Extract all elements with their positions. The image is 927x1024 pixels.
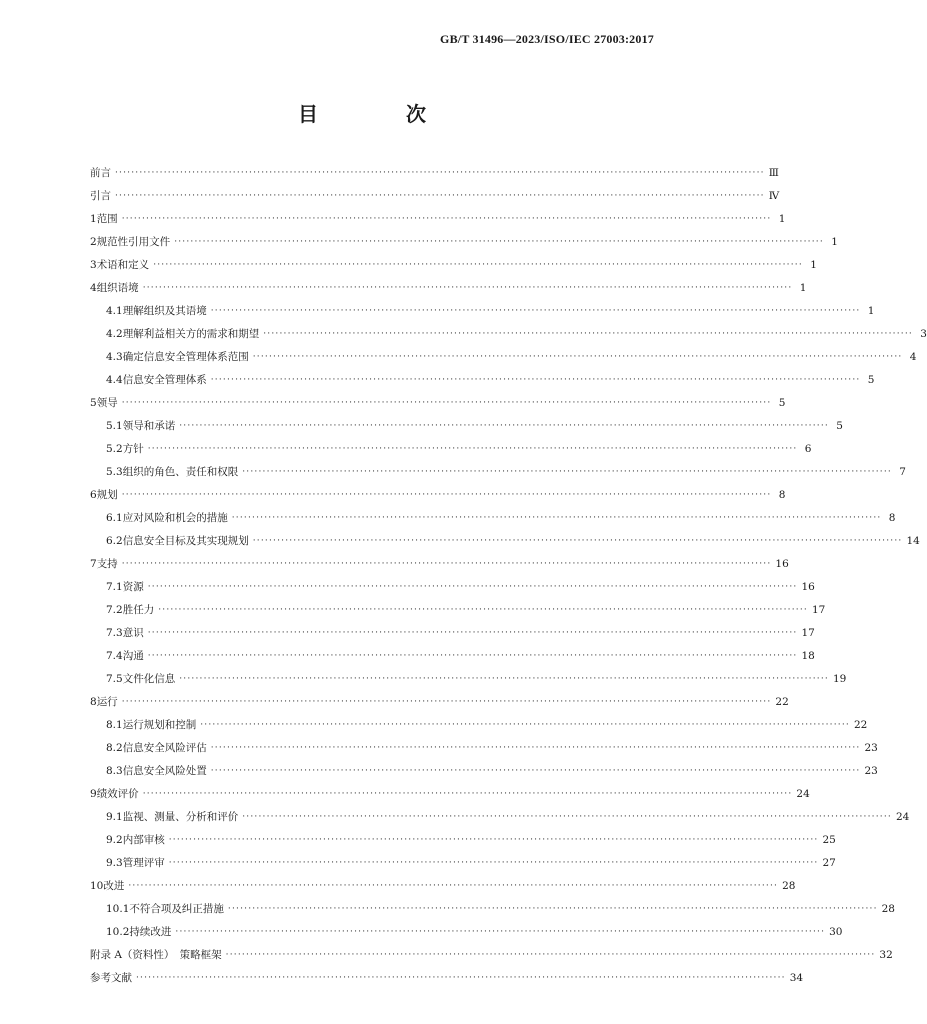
toc-entry[interactable] (90, 916, 843, 939)
toc-entry-title: 持续改进 (129, 926, 172, 938)
toc-entry-page: 7 (899, 466, 906, 478)
toc-leader-dots: ································································································································································ (121, 490, 772, 500)
toc-entry[interactable] (90, 479, 786, 502)
toc-entry-page: 24 (796, 788, 810, 800)
toc-entry-title: 绩效评价 (96, 788, 139, 800)
toc-entry-title: 组织的角色、责任和权限 (122, 466, 239, 478)
toc-entry[interactable] (90, 594, 826, 617)
toc-entry[interactable] (90, 433, 812, 456)
toc-entry[interactable] (90, 617, 815, 640)
toc-entry-page: 30 (829, 926, 843, 938)
toc-leader-dots: ································································································································································ (210, 766, 861, 776)
toc-entry-number: 7.3 (106, 627, 123, 639)
toc-entry-title: 监视、测量、分析和评价 (122, 811, 239, 823)
toc-entry-page: 22 (775, 696, 789, 708)
toc-entry-number: 4 (90, 282, 97, 294)
toc-entry-number: 8 (90, 696, 97, 708)
toc-entry-page: 19 (832, 673, 847, 685)
toc-entry-title: 范围 (96, 213, 118, 225)
toc-entry-number: 7.5 (106, 673, 123, 685)
toc-entry[interactable] (90, 571, 815, 594)
toc-entry-page: 8 (888, 512, 896, 524)
toc-entry-title: 方针 (122, 443, 144, 455)
toc-entry-title: 术语和定义 (96, 259, 150, 271)
toc-leader-dots: ································································································································································ (200, 720, 850, 730)
toc-entry-title: 不符合项及纠正措施 (129, 903, 224, 915)
toc-entry-number: 9 (90, 788, 97, 800)
toc-entry-number: 4.3 (106, 351, 123, 363)
toc-entry-title: 沟通 (122, 650, 144, 662)
toc-entry[interactable] (90, 847, 836, 870)
toc-entry-number: 5 (90, 397, 97, 409)
toc-leader-dots: ································································································································································ (231, 513, 882, 523)
toc-leader-dots: ································································································································································ (242, 467, 892, 477)
toc-leader-dots: ································································································································································ (227, 904, 878, 914)
toc-entry-number: 2 (90, 236, 97, 248)
toc-entry[interactable] (90, 824, 836, 847)
toc-entry[interactable] (90, 732, 878, 755)
toc-entry-title: 参考文献 (90, 972, 132, 984)
toc-entry-title: 引言 (90, 190, 111, 202)
toc-leader-dots: ································································································································································ (147, 444, 798, 454)
toc-entry-page: 1 (831, 236, 838, 248)
toc-entry[interactable] (90, 755, 878, 778)
toc-entry-title: 运行规划和控制 (122, 719, 197, 731)
toc-entry-page: 16 (801, 581, 815, 593)
toc-entry[interactable] (90, 709, 868, 732)
toc-entry-page: 32 (879, 949, 893, 961)
toc-entry-title: 内部审核 (122, 834, 165, 846)
toc-entry-page: 5 (836, 420, 843, 432)
toc-entry-number: 10.1 (106, 903, 130, 915)
toc-leader-dots: ································································································································································ (210, 306, 861, 316)
toc-leader-dots: ································································································································································ (225, 950, 876, 960)
toc-entry-number: 3 (90, 259, 97, 271)
toc-entry-page: 5 (778, 397, 786, 409)
toc-entry-page: 23 (864, 742, 878, 754)
toc-leader-dots: ································································································································································ (168, 858, 819, 868)
toc-leader-dots: ································································································································································ (147, 651, 798, 661)
toc-entry-number: 8.2 (106, 742, 123, 754)
toc-leader-dots: ································································································································································ (121, 214, 772, 224)
toc-entry-number: 9.1 (106, 811, 123, 823)
toc-entry-number: 5.2 (106, 443, 123, 455)
toc-entry-page: 27 (822, 857, 836, 869)
toc-entry-number: 1 (90, 213, 97, 225)
toc-entry[interactable] (90, 962, 804, 985)
toc-entry-page: 16 (775, 558, 789, 570)
toc-leader-dots: ································································································································································ (128, 881, 779, 891)
toc-entry[interactable] (90, 686, 789, 709)
toc-leader-dots: ································································································································································ (142, 789, 793, 799)
toc-entry[interactable] (90, 387, 786, 410)
toc-entry-number: 8.3 (106, 765, 123, 777)
toc-leader-dots: ································································································································································ (210, 375, 861, 385)
toc-entry-title: 组织语境 (96, 282, 139, 294)
toc-leader-dots: ································································································································································ (147, 628, 798, 638)
toc-entry-number: 10.2 (106, 926, 130, 938)
toc-entry[interactable] (90, 272, 807, 295)
toc-leader-dots: ································································································································································ (158, 605, 808, 615)
toc-entry-title: 资源 (122, 581, 144, 593)
toc-leader-dots: ································································································································································ (136, 973, 786, 983)
toc-leader-dots: ································································································································································ (175, 927, 826, 937)
toc-entry-number: 4.1 (106, 305, 123, 317)
toc-entry-page: 34 (789, 972, 804, 984)
toc-entry-title: 领导和承诺 (122, 420, 176, 432)
toc-entry-page: 6 (804, 443, 812, 455)
toc-leader-dots: ································································································································································ (121, 697, 772, 707)
toc-entry[interactable] (90, 203, 786, 226)
toc-entry-number: 6.2 (106, 535, 123, 547)
toc-entry-number: 9.2 (106, 834, 123, 846)
toc-entry[interactable] (90, 295, 875, 318)
toc-leader-dots: ································································································································································ (121, 398, 772, 408)
toc-leader-dots: ································································································································································ (179, 421, 829, 431)
toc-entry-page: 18 (801, 650, 815, 662)
toc-entry-title: 文件化信息 (122, 673, 176, 685)
toc-entry-number: 9.3 (106, 857, 123, 869)
toc-entry-title: 领导 (96, 397, 118, 409)
toc-leader-dots: ································································································································································ (252, 352, 903, 362)
toc-entry-page: 17 (801, 627, 815, 639)
toc-entry-page: 28 (782, 880, 796, 892)
toc-leader-dots: ································································································································································ (242, 812, 892, 822)
toc-entry-title: 理解组织及其语境 (122, 305, 207, 317)
table-of-contents (90, 157, 927, 985)
toc-entry-title: 理解利益相关方的需求和期望 (122, 328, 260, 340)
toc-entry[interactable] (90, 663, 847, 686)
toc-entry-number: 7.4 (106, 650, 123, 662)
toc-entry-title: 信息安全管理体系 (122, 374, 207, 386)
toc-entry-number: 7.1 (106, 581, 123, 593)
toc-leader-dots: ································································································································································ (153, 260, 803, 270)
toc-entry[interactable] (90, 525, 920, 548)
toc-entry-title: 意识 (122, 627, 144, 639)
toc-entry[interactable] (90, 778, 810, 801)
toc-entry[interactable] (90, 893, 895, 916)
toc-leader-dots: ································································································································································ (174, 237, 824, 247)
toc-entry-title: 规划 (96, 489, 118, 501)
toc-entry-page: 28 (881, 903, 895, 915)
toc-entry-title: 前言 (90, 167, 111, 179)
toc-leader-dots: ································································································································································ (115, 168, 765, 178)
toc-leader-dots: ································································································································································ (252, 536, 903, 546)
toc-entry-title: 确定信息安全管理体系范围 (122, 351, 249, 363)
toc-entry[interactable] (90, 180, 780, 203)
toc-entry[interactable] (90, 410, 843, 433)
toc-entry-title: 信息安全风险评估 (122, 742, 207, 754)
toc-entry-page: Ⅲ (768, 167, 779, 179)
toc-entry-title: 信息安全目标及其实现规划 (122, 535, 249, 547)
toc-entry[interactable] (90, 640, 815, 663)
toc-leader-dots: ································································································································································ (142, 283, 793, 293)
toc-entry-number: 7 (90, 558, 97, 570)
toc-entry-page: 14 (906, 535, 920, 547)
toc-entry-title: 运行 (96, 696, 118, 708)
toc-leader-dots: ································································································································································ (168, 835, 819, 845)
toc-entry[interactable] (90, 548, 789, 571)
toc-entry-page: 24 (895, 811, 910, 823)
toc-entry[interactable] (90, 870, 796, 893)
toc-entry-number: 8.1 (106, 719, 123, 731)
toc-entry[interactable] (90, 939, 893, 962)
page-title: 目 次 (298, 102, 460, 126)
toc-entry-page: 22 (853, 719, 868, 731)
toc-entry-title: 管理评审 (122, 857, 165, 869)
toc-entry[interactable] (90, 341, 917, 364)
toc-leader-dots: ································································································································································ (210, 743, 861, 753)
toc-entry[interactable] (90, 364, 875, 387)
toc-entry-title: 改进 (103, 880, 125, 892)
toc-entry-number: 4.2 (106, 328, 123, 340)
standard-id: GB/T 31496—2023/ISO/IEC 27003:2017 (440, 32, 654, 46)
toc-entry-number: 5.1 (106, 420, 123, 432)
toc-entry-page: 1 (799, 282, 807, 294)
toc-entry-page: 4 (909, 351, 917, 363)
toc-leader-dots: ································································································································································ (115, 191, 765, 201)
toc-entry-title: 胜任力 (122, 604, 155, 616)
toc-entry-page: 8 (778, 489, 786, 501)
toc-entry-page: 25 (822, 834, 836, 846)
toc-entry-title: 附录 A（资料性） 策略框架 (90, 949, 222, 961)
toc-entry-title: 规范性引用文件 (96, 236, 171, 248)
toc-entry[interactable] (90, 801, 910, 824)
toc-entry-number: 4.4 (106, 374, 123, 386)
toc-entry-number: 6.1 (106, 512, 123, 524)
toc-entry[interactable] (90, 157, 779, 180)
toc-entry-page: 1 (867, 305, 875, 317)
toc-entry[interactable] (90, 502, 896, 525)
toc-entry-number: 5.3 (106, 466, 123, 478)
toc-entry-page: 23 (864, 765, 878, 777)
toc-entry-page: 3 (920, 328, 927, 340)
toc-leader-dots: ································································································································································ (147, 582, 798, 592)
toc-entry[interactable] (90, 318, 927, 341)
toc-entry-number: 6 (90, 489, 97, 501)
toc-entry[interactable] (90, 226, 838, 249)
toc-entry-title: 信息安全风险处置 (122, 765, 207, 777)
toc-entry[interactable] (90, 249, 817, 272)
toc-entry-page: 5 (867, 374, 875, 386)
toc-entry-page: 1 (778, 213, 786, 225)
toc-entry[interactable] (90, 456, 906, 479)
toc-entry-number: 10 (90, 880, 104, 892)
toc-entry-page: 17 (811, 604, 826, 616)
toc-entry-title: 应对风险和机会的措施 (122, 512, 228, 524)
toc-entry-page: 1 (810, 259, 817, 271)
toc-entry-page: Ⅳ (768, 190, 780, 202)
toc-entry-number: 7.2 (106, 604, 123, 616)
toc-leader-dots: ································································································································································ (263, 329, 913, 339)
toc-entry-title: 支持 (96, 558, 118, 570)
toc-leader-dots: ································································································································································ (179, 674, 829, 684)
toc-leader-dots: ································································································································································ (121, 559, 772, 569)
